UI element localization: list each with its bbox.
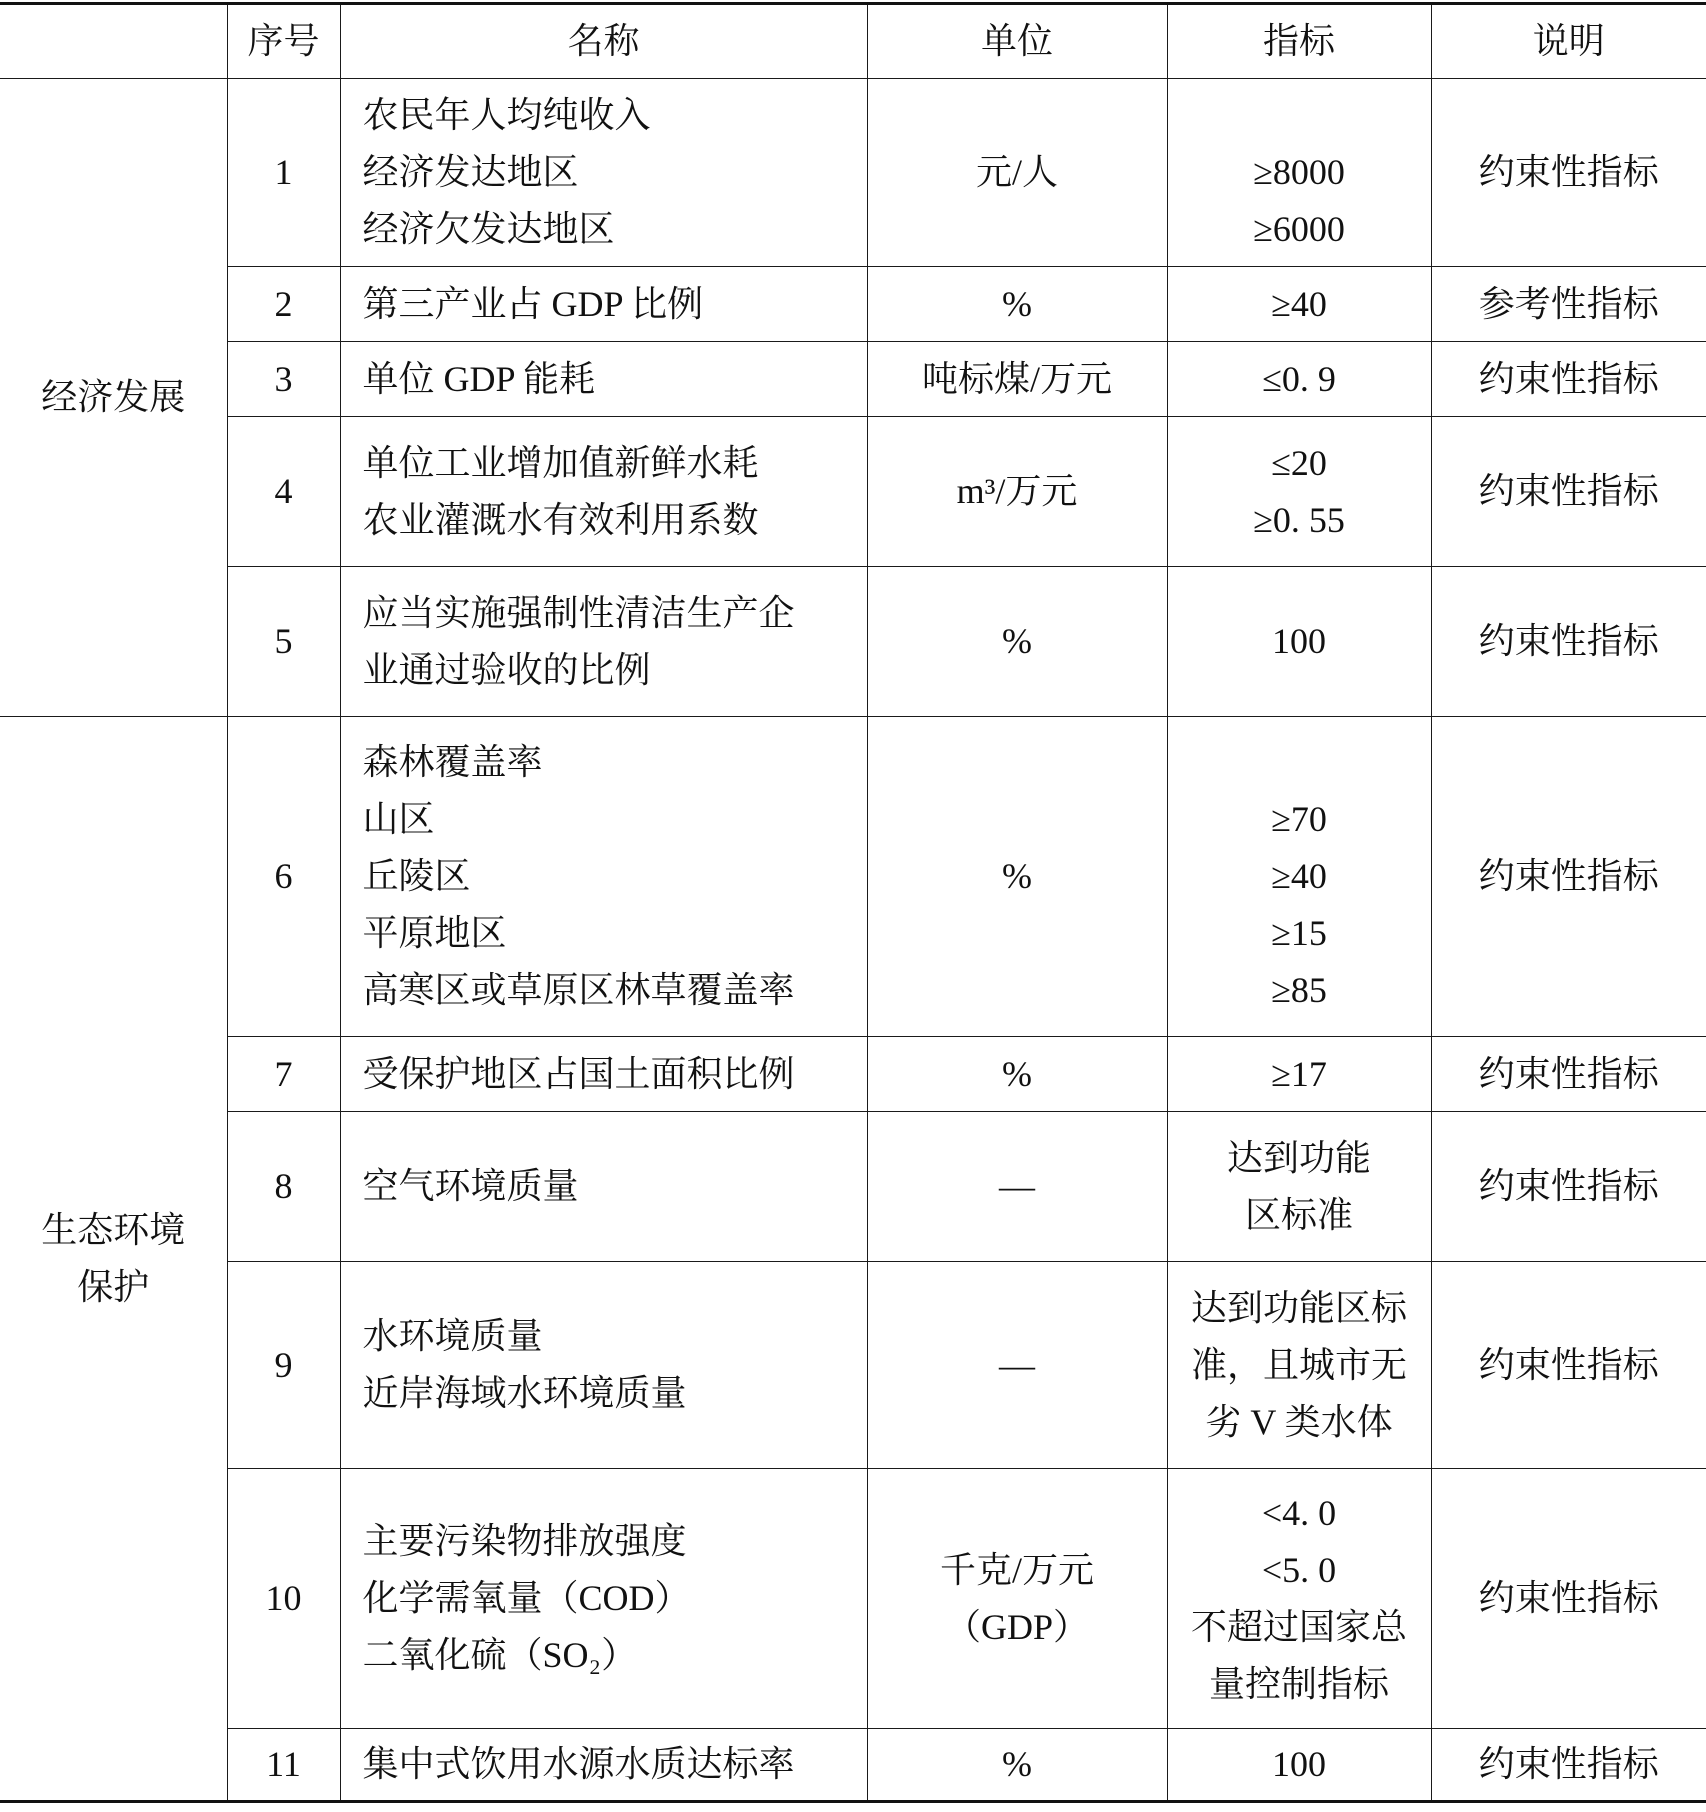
header-row <box>0 4 1706 79</box>
name-line: 业通过验收的比例 <box>362 649 651 690</box>
name-line: 经济发达地区 <box>362 152 579 192</box>
unit-cell <box>867 267 1167 342</box>
name-line: 应当实施强制性清洁生产企 <box>362 592 795 633</box>
table-row <box>0 1729 1706 1802</box>
unit-line: 吨标煤/万元 <box>921 358 1112 399</box>
unit-cell <box>867 1037 1167 1112</box>
note-cell: 约束性指标 <box>1431 717 1706 1037</box>
index-cell: 8 <box>227 1112 340 1262</box>
name-cell <box>340 417 867 567</box>
indicator-cell <box>1167 417 1431 567</box>
name-line: 农业灌溉水有效利用系数 <box>362 499 759 540</box>
unit-line: % <box>1002 1053 1032 1094</box>
unit-cell <box>867 417 1167 567</box>
index-cell: 2 <box>227 267 340 342</box>
unit-line: m³/万元 <box>956 471 1078 511</box>
note-cell: 约束性指标 <box>1431 342 1706 417</box>
name-cell <box>340 1112 867 1262</box>
name-line: 空气环境质量 <box>362 1166 579 1206</box>
index-cell: 10 <box>227 1469 340 1729</box>
table-row <box>0 79 1706 267</box>
indicator-line: <5. 0 <box>1261 1549 1337 1590</box>
table-row <box>0 1469 1706 1729</box>
index-cell: 5 <box>227 567 340 717</box>
index-cell: 9 <box>227 1262 340 1469</box>
indicator-line: ≥0. 55 <box>1253 499 1345 540</box>
index-cell: 6 <box>227 717 340 1037</box>
table-row <box>0 417 1706 567</box>
name-line: 单位 GDP 能耗 <box>362 358 596 399</box>
indicator-line: 区标准 <box>1244 1194 1353 1235</box>
index-cell: 4 <box>227 417 340 567</box>
indicator-line: ≥40 <box>1271 283 1327 324</box>
indicator-cell <box>1167 1262 1431 1469</box>
indicator-line: <4. 0 <box>1261 1492 1337 1533</box>
unit-line: — <box>999 1344 1035 1385</box>
indicator-cell <box>1167 1037 1431 1112</box>
indicator-line: 100 <box>1272 621 1326 661</box>
table-row <box>0 1262 1706 1469</box>
indicator-line: 劣 V 类水体 <box>1205 1401 1393 1442</box>
header-note: 说明 <box>1431 4 1706 79</box>
name-cell <box>340 1262 867 1469</box>
indicator-line: 准，且城市无 <box>1190 1344 1407 1385</box>
table-row <box>0 342 1706 417</box>
header-unit: 单位 <box>867 4 1167 79</box>
note-cell: 约束性指标 <box>1431 1729 1706 1802</box>
name-line: 受保护地区占国土面积比例 <box>362 1053 795 1094</box>
indicator-line: ≥17 <box>1271 1053 1327 1094</box>
index-cell: 11 <box>227 1729 340 1802</box>
name-line: 丘陵区 <box>362 856 471 896</box>
index-cell: 7 <box>227 1037 340 1112</box>
name-line: 山区 <box>362 799 435 839</box>
indicator-cell <box>1167 1469 1431 1729</box>
indicator-line: 达到功能区标 <box>1190 1287 1407 1328</box>
indicator-line: ≥40 <box>1271 856 1327 896</box>
header-category-blank <box>0 4 227 79</box>
name-line: 单位工业增加值新鲜水耗 <box>362 442 759 483</box>
table-row <box>0 567 1706 717</box>
name-line: 集中式饮用水源水质达标率 <box>362 1744 795 1784</box>
unit-line: （GDP） <box>944 1606 1090 1647</box>
note-cell: 约束性指标 <box>1431 567 1706 717</box>
indicator-cell <box>1167 717 1431 1037</box>
index-cell: 1 <box>227 79 340 267</box>
indicator-line: 量控制指标 <box>1208 1663 1389 1704</box>
indicator-line: ≤0. 9 <box>1262 358 1336 399</box>
name-cell <box>340 267 867 342</box>
unit-cell <box>867 1469 1167 1729</box>
name-line: 森林覆盖率 <box>362 742 543 782</box>
note-cell: 约束性指标 <box>1431 417 1706 567</box>
unit-line: 元/人 <box>975 152 1058 192</box>
unit-line: % <box>1002 856 1032 896</box>
note-cell: 约束性指标 <box>1431 1037 1706 1112</box>
name-line: 二氧化硫（SO₂） <box>362 1635 638 1675</box>
indicator-cell <box>1167 79 1431 267</box>
name-line: 平原地区 <box>362 913 507 953</box>
name-cell <box>340 567 867 717</box>
note-cell: 参考性指标 <box>1431 267 1706 342</box>
indicator-table <box>0 2 1706 1803</box>
indicator-cell <box>1167 1112 1431 1262</box>
unit-cell <box>867 567 1167 717</box>
indicator-cell <box>1167 1729 1431 1802</box>
note-cell: 约束性指标 <box>1431 1112 1706 1262</box>
unit-cell <box>867 342 1167 417</box>
table-row <box>0 1037 1706 1112</box>
name-cell <box>340 342 867 417</box>
indicator-cell <box>1167 267 1431 342</box>
index-cell: 3 <box>227 342 340 417</box>
table-row <box>0 267 1706 342</box>
name-line: 高寒区或草原区林草覆盖率 <box>362 970 795 1010</box>
indicator-line: ≥6000 <box>1253 209 1345 249</box>
name-line: 经济欠发达地区 <box>362 209 615 249</box>
name-cell <box>340 79 867 267</box>
indicator-line: 达到功能 <box>1226 1137 1371 1178</box>
unit-cell <box>867 717 1167 1037</box>
unit-line: % <box>1002 1744 1032 1784</box>
category-label-line: 生态环境 <box>41 1209 186 1250</box>
indicator-line: 100 <box>1272 1744 1326 1784</box>
name-line: 化学需氧量（COD） <box>362 1578 691 1618</box>
name-line: 水环境质量 <box>362 1316 543 1356</box>
indicator-spacer <box>1174 734 1425 791</box>
unit-cell <box>867 1112 1167 1262</box>
indicator-line: ≥85 <box>1271 970 1327 1010</box>
indicator-cell <box>1167 342 1431 417</box>
note-cell: 约束性指标 <box>1431 1262 1706 1469</box>
category-label-line: 保护 <box>77 1266 150 1307</box>
indicator-line: ≤20 <box>1271 442 1327 483</box>
indicator-cell <box>1167 567 1431 717</box>
name-line: 主要污染物排放强度 <box>362 1521 687 1561</box>
unit-line: — <box>999 1166 1035 1206</box>
unit-line: 千克/万元 <box>939 1549 1094 1590</box>
header-index: 序号 <box>227 4 340 79</box>
unit-line: % <box>1002 283 1032 324</box>
indicator-spacer <box>1174 87 1425 144</box>
indicator-line: ≥8000 <box>1253 152 1345 192</box>
name-cell <box>340 1469 867 1729</box>
indicator-line: ≥15 <box>1271 913 1327 953</box>
unit-cell <box>867 1262 1167 1469</box>
name-line: 近岸海域水环境质量 <box>362 1373 687 1413</box>
name-line: 第三产业占 GDP 比例 <box>362 283 704 324</box>
table-row <box>0 1112 1706 1262</box>
category-label-line: 经济发展 <box>41 377 186 417</box>
note-cell: 约束性指标 <box>1431 1469 1706 1729</box>
category-cell-ecology <box>0 717 227 1802</box>
unit-cell <box>867 79 1167 267</box>
name-line: 农民年人均纯收入 <box>362 95 651 135</box>
name-cell <box>340 717 867 1037</box>
table-row <box>0 717 1706 1037</box>
name-cell <box>340 1729 867 1802</box>
header-name: 名称 <box>340 4 867 79</box>
category-cell-economic <box>0 79 227 717</box>
header-indicator: 指标 <box>1167 4 1431 79</box>
indicator-line: 不超过国家总 <box>1190 1606 1407 1647</box>
name-cell <box>340 1037 867 1112</box>
unit-cell <box>867 1729 1167 1802</box>
note-cell: 约束性指标 <box>1431 79 1706 267</box>
unit-line: % <box>1002 621 1032 661</box>
indicator-line: ≥70 <box>1271 799 1327 839</box>
